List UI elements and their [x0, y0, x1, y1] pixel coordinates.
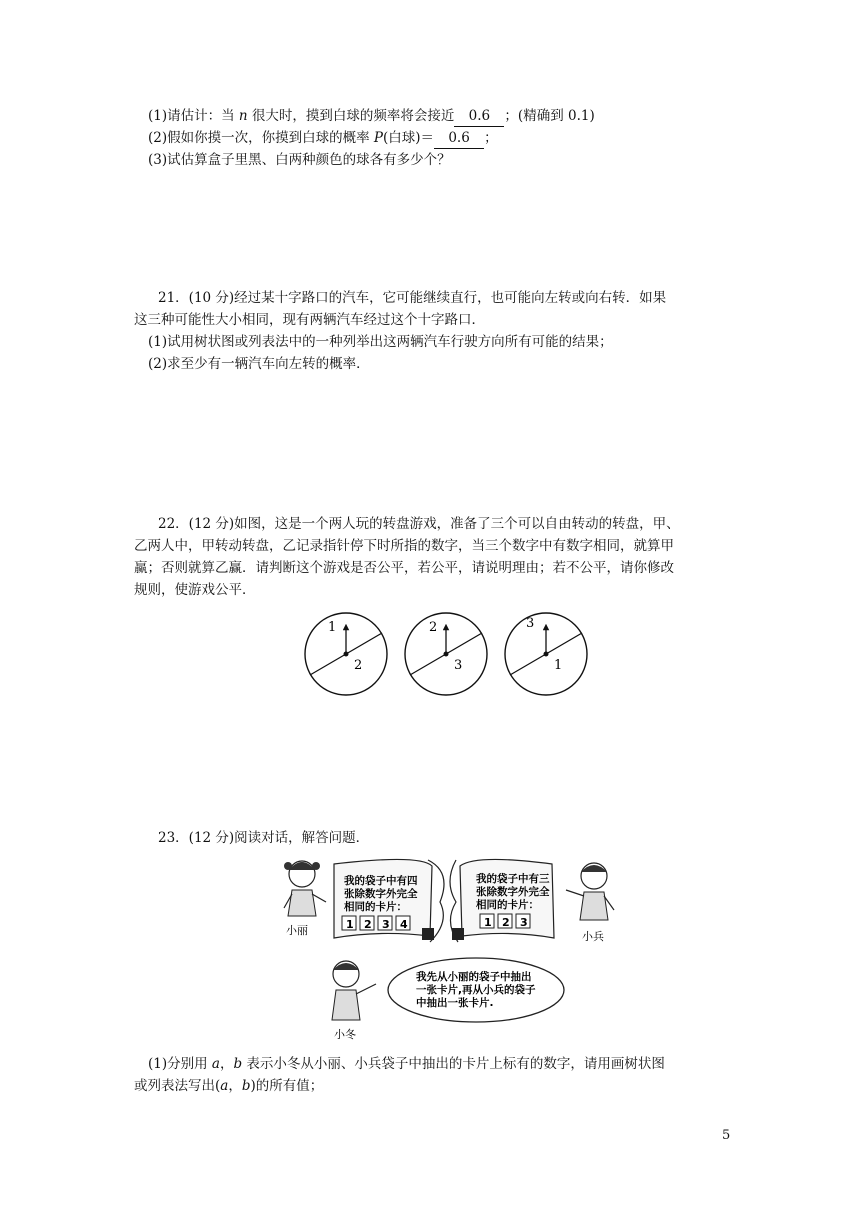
xiaoli-scroll-line3: 相同的卡片：	[344, 901, 407, 913]
xiaobing-name-label: 小兵	[582, 930, 604, 943]
xiaoli-name-label: 小丽	[286, 924, 308, 937]
q23-stem: 23．(12 分)阅读对话，解答问题．	[158, 830, 370, 846]
xiaoli-card-1: 1	[346, 918, 354, 931]
xiaobing-card-3: 3	[520, 916, 528, 929]
xiaobing-scroll	[450, 859, 554, 942]
xiaodong-speech-bubble	[388, 958, 564, 1022]
spinner-3-bottom-number: 1	[554, 658, 563, 673]
xiaobing-figure	[566, 863, 614, 920]
spinner-3-top-number: 3	[526, 616, 535, 631]
page-number: 5	[722, 1128, 731, 1143]
q21-part2: (2)求至少有一辆汽车向左转的概率．	[148, 356, 370, 372]
xiaoli-card-3: 3	[382, 918, 390, 931]
spinner-2-top-number: 2	[429, 620, 438, 635]
q20-part1: (1)请估计：当 n 很大时，摸到白球的频率将会接近 0.6 ；(精确到 0.1)	[148, 106, 595, 127]
xiaoli-figure	[284, 861, 326, 916]
xiaobing-scroll-line1: 我的袋子中有三	[476, 873, 550, 885]
xiaodong-figure	[332, 961, 376, 1020]
xiaodong-name-label: 小冬	[334, 1028, 356, 1041]
bubble-line2: 一张卡片,再从小兵的袋子	[416, 984, 536, 996]
q23-part1-line1: (1)分别用 a，b 表示小冬从小丽、小兵袋子中抽出的卡片上标有的数字，请用画树状图	[148, 1056, 665, 1072]
xiaobing-card-1: 1	[484, 916, 492, 929]
spinner-2-bottom-number: 3	[454, 658, 463, 673]
spinner-1	[305, 613, 387, 695]
q22-stem-line2: 乙两人中，甲转动转盘，乙记录指针停下时所指的数字，当三个数字中有数字相同，就算甲	[134, 538, 674, 554]
xiaoli-card-4: 4	[400, 918, 408, 931]
spinners-figure	[298, 605, 598, 705]
q20-part2: (2)假如你摸一次，你摸到白球的概率 P(白球)＝ 0.6 ；	[148, 128, 498, 149]
spinner-1-top-number: 1	[328, 620, 337, 635]
xiaobing-scroll-line2: 张除数字外完全	[476, 886, 550, 898]
q20-part3: (3)试估算盒子里黑、白两种颜色的球各有多少个？	[148, 152, 451, 168]
q21-stem-line1: 21．(10 分)经过某十字路口的汽车，它可能继续直行，也可能向左转或向右转．如果	[158, 290, 667, 306]
spinner-1-bottom-number: 2	[354, 658, 363, 673]
spinner-3	[505, 613, 587, 695]
q21-part1: (1)试用树状图或列表法中的一种列举出这两辆汽车行驶方向所有可能的结果；	[148, 334, 613, 350]
dialogue-illustration	[280, 852, 620, 1042]
xiaoli-scroll-line1: 我的袋子中有四	[344, 875, 418, 887]
spinner-2	[405, 613, 487, 695]
xiaobing-card-2: 2	[502, 916, 510, 929]
answer-blank: 0.6	[434, 128, 484, 149]
q22-stem-line4: 规则，使游戏公平．	[134, 582, 256, 598]
q22-stem-line3: 赢；否则就算乙赢．请判断这个游戏是否公平，若公平，请说明理由；若不公平，请你修改	[134, 560, 674, 576]
q21-stem-line2: 这三种可能性大小相同，现有两辆汽车经过这个十字路口．	[134, 312, 485, 328]
bubble-line1: 我先从小丽的袋子中抽出	[416, 971, 532, 983]
bubble-line3: 中抽出一张卡片.	[416, 997, 494, 1009]
xiaobing-scroll-line3: 相同的卡片：	[476, 899, 539, 911]
q23-part1-line2: 或列表法写出(a，b)的所有值；	[134, 1078, 324, 1094]
xiaoli-scroll-line2: 张除数字外完全	[344, 888, 418, 900]
q22-stem-line1: 22．(12 分)如图，这是一个两人玩的转盘游戏，准备了三个可以自由转动的转盘，甲、	[158, 516, 680, 532]
answer-blank: 0.6	[454, 106, 504, 127]
xiaoli-scroll	[334, 859, 444, 942]
xiaoli-card-2: 2	[364, 918, 372, 931]
